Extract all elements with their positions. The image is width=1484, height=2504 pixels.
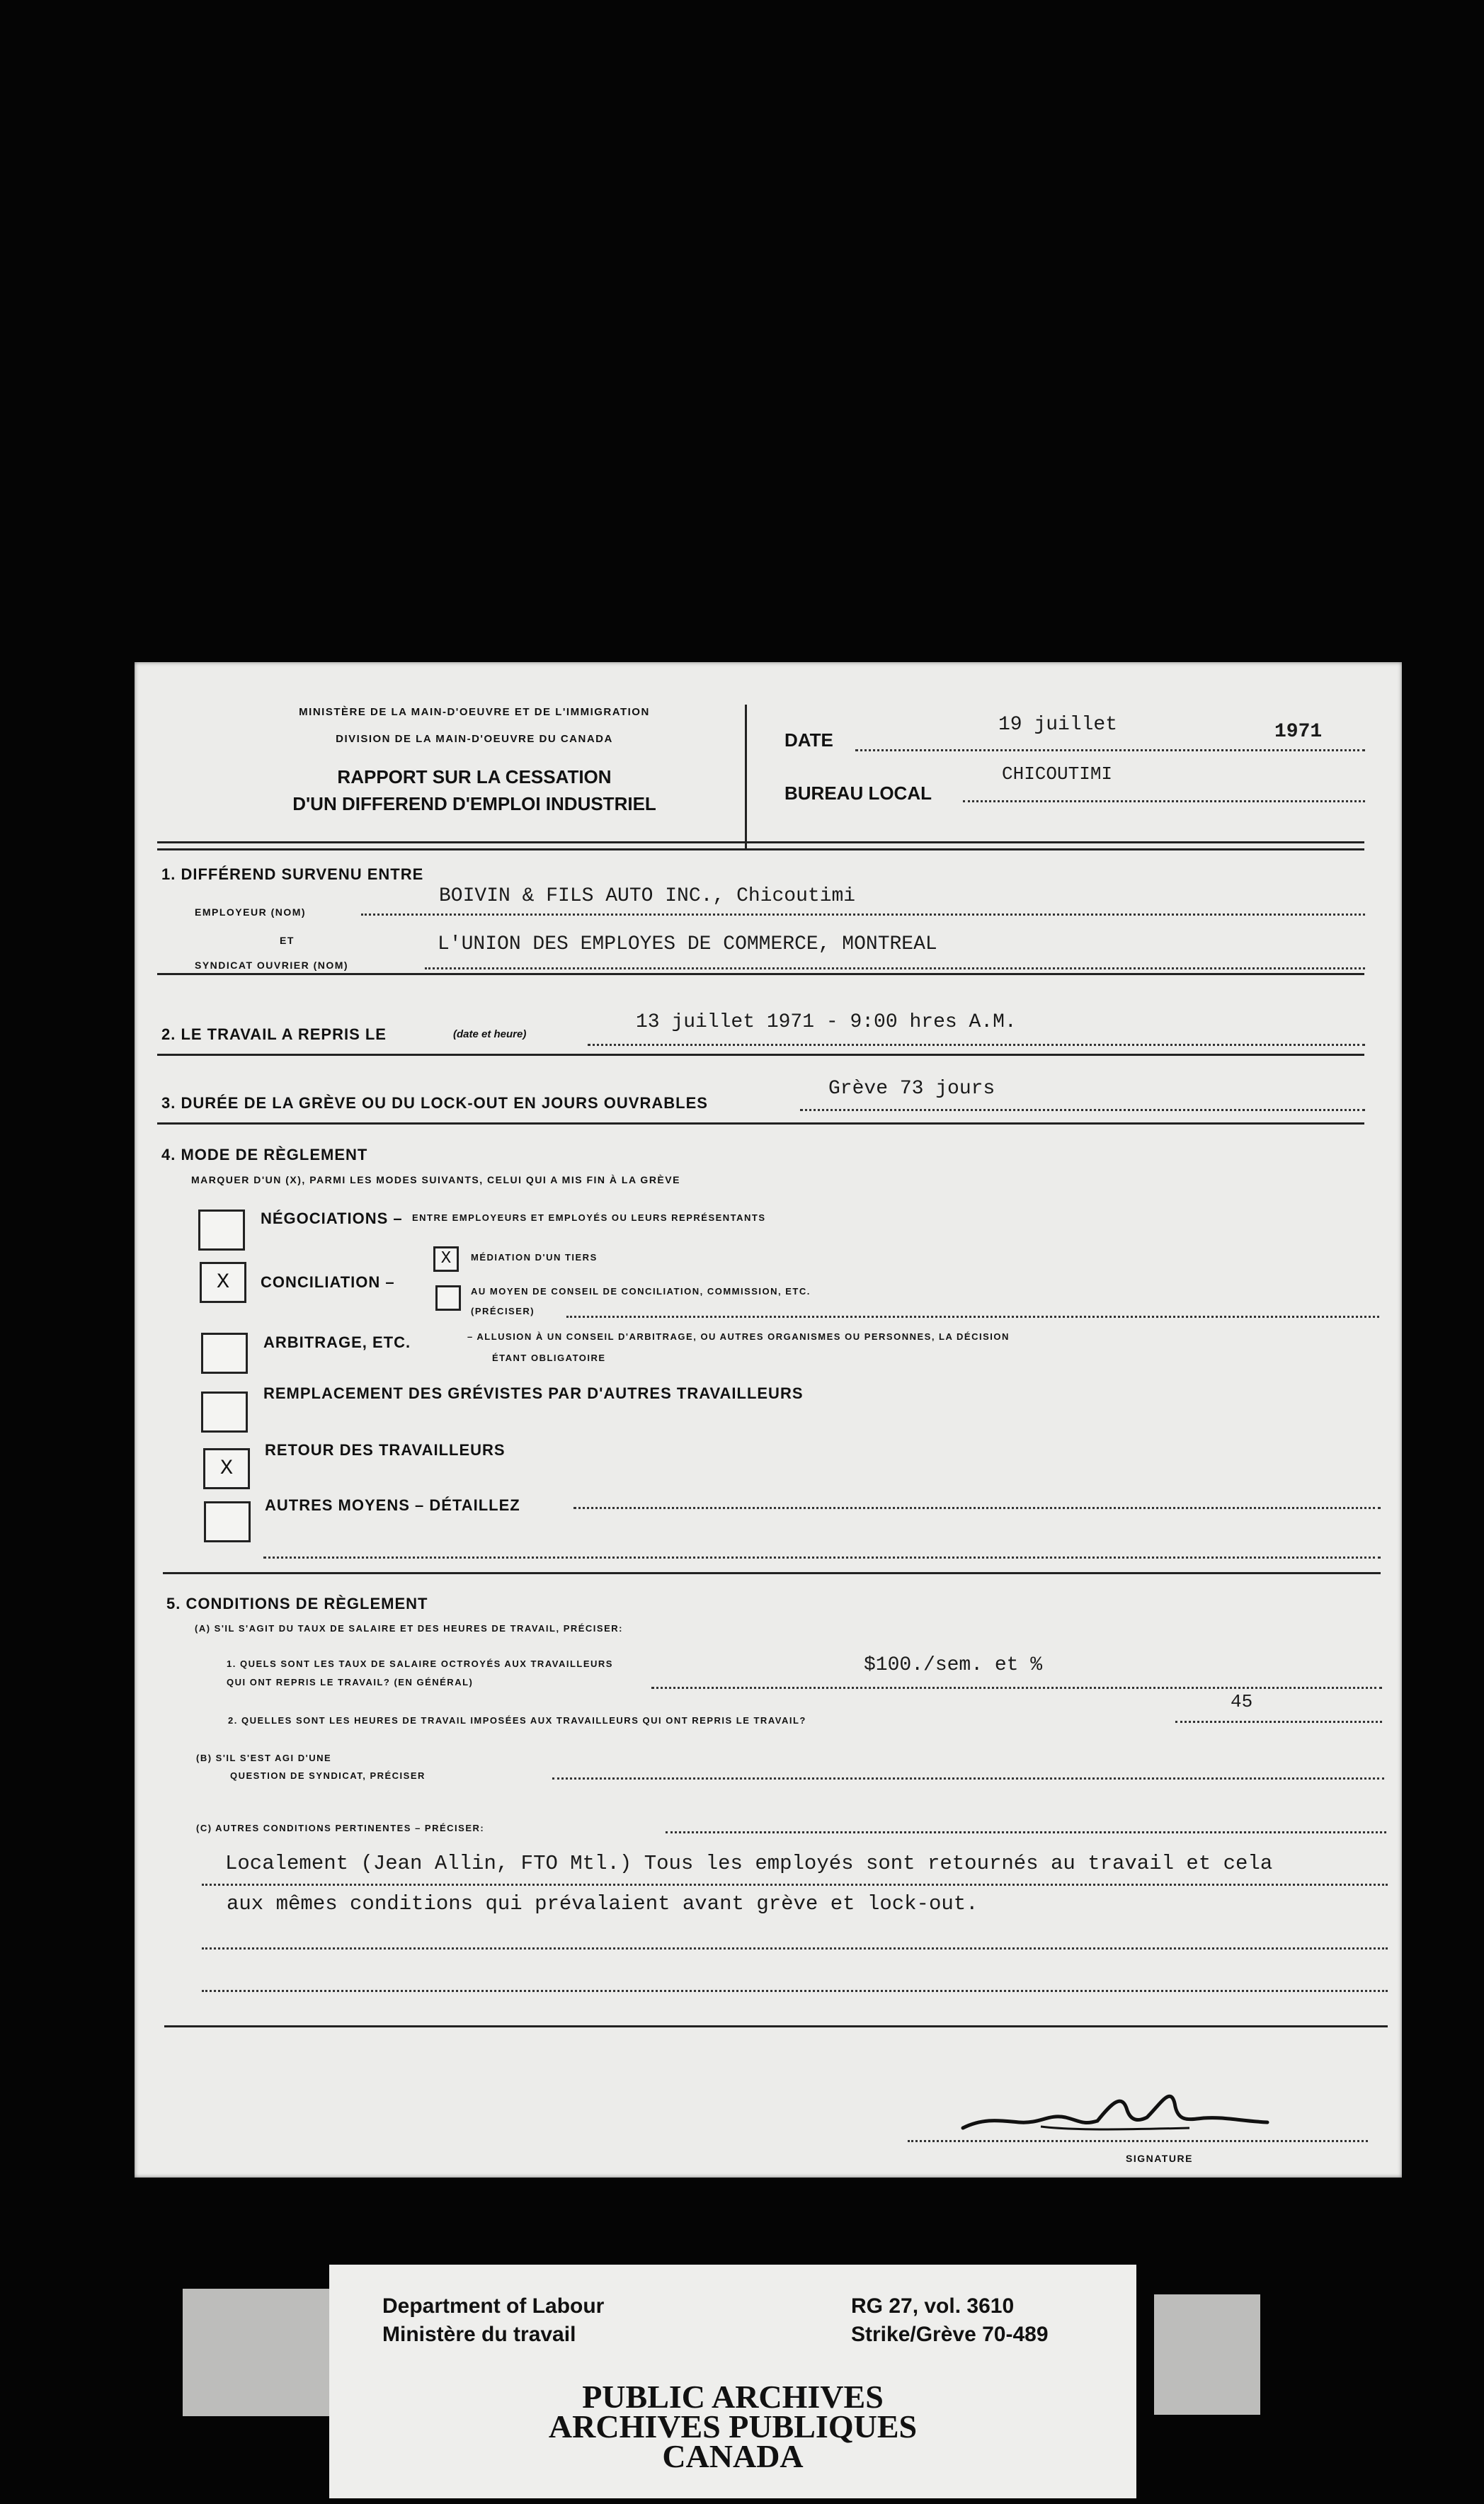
section1-rule — [157, 973, 1364, 975]
archive-tab-right — [1154, 2294, 1260, 2415]
preciser-label: (PRÉCISER) — [471, 1306, 535, 1316]
bureau-field-line — [963, 785, 1365, 802]
section3-label: 3. DURÉE DE LA GRÈVE OU DU LOCK-OUT EN JOURS OUVRABLES — [161, 1094, 708, 1112]
section2-value: 13 juillet 1971 - 9:00 hres A.M. — [636, 1011, 1017, 1033]
arbitrage-checkbox[interactable] — [201, 1333, 248, 1374]
c-field-line-3 — [202, 1976, 1388, 1992]
negociations-label: NÉGOCIATIONS – — [261, 1210, 403, 1227]
c-field-line-0 — [666, 1817, 1386, 1833]
arbitrage-label: ARBITRAGE, ETC. — [263, 1333, 411, 1351]
negociations-checkbox[interactable] — [198, 1210, 245, 1251]
arbitrage-desc-2: ÉTANT OBLIGATOIRE — [492, 1353, 606, 1363]
b-line-2: QUESTION DE SYNDICAT, PRÉCISER — [230, 1770, 426, 1781]
union-value: L'UNION DES EMPLOYES DE COMMERCE, MONTREAL — [438, 933, 937, 955]
autres-field-line-2 — [263, 1542, 1381, 1559]
ministry-line: MINISTÈRE DE LA MAIN-D'OEUVRE ET DE L'IMMIGRATION — [299, 706, 650, 718]
autres-field-line-1 — [573, 1493, 1381, 1509]
header-rule-2 — [157, 848, 1364, 850]
q2-field-line — [1175, 1707, 1382, 1723]
section2-rule — [157, 1054, 1364, 1056]
et-label: ET — [280, 935, 295, 946]
section4-title: 4. MODE DE RÈGLEMENT — [161, 1146, 368, 1163]
c-field-line-1 — [202, 1870, 1388, 1886]
conseil-checkbox[interactable] — [435, 1285, 461, 1311]
mediation-checkbox[interactable]: X — [433, 1246, 459, 1272]
section3-value: Grève 73 jours — [828, 1078, 995, 1100]
archive-stamp-1: PUBLIC ARCHIVES — [582, 2379, 884, 2415]
bureau-value: CHICOUTIMI — [1002, 763, 1113, 785]
archive-ref-2: Strike/Grève 70-489 — [851, 2323, 1049, 2346]
arbitrage-desc-1: – ALLUSION À UN CONSEIL D'ARBITRAGE, OU AUTRES ORGANISMES OU PERSONNES, LA DÉCISION — [467, 1331, 1010, 1342]
report-title-2: D'UN DIFFEREND D'EMPLOI INDUSTRIEL — [292, 793, 656, 814]
conseil-label: AU MOYEN DE CONSEIL DE CONCILIATION, COMMISSION, ETC. — [471, 1286, 811, 1297]
section1-title: 1. DIFFÉREND SURVENU ENTRE — [161, 865, 424, 883]
archive-tab-left — [183, 2289, 331, 2416]
q2-value: 45 — [1231, 1691, 1253, 1712]
retour-checkbox[interactable]: X — [203, 1448, 250, 1489]
q1-line-1: 1. QUELS SONT LES TAUX DE SALAIRE OCTROYÉS AUX TRAVAILLEURS — [227, 1658, 613, 1669]
conseil-field-line — [566, 1302, 1379, 1318]
employer-label: EMPLOYEUR (NOM) — [195, 906, 307, 918]
b-field-line — [552, 1763, 1384, 1780]
negociations-desc: ENTRE EMPLOYEURS ET EMPLOYÉS OU LEURS REPRÉSENTANTS — [412, 1212, 766, 1223]
conciliation-label: CONCILIATION – — [261, 1273, 395, 1291]
section3-rule — [157, 1122, 1364, 1125]
section5-rule — [164, 2025, 1388, 2027]
q1-value: $100./sem. et % — [864, 1654, 1043, 1676]
section5-a-label: (A) S'IL S'AGIT DU TAUX DE SALAIRE ET DES HEURES DE TRAVAIL, PRÉCISER: — [195, 1623, 623, 1634]
remplacement-label: REMPLACEMENT DES GRÉVISTES PAR D'AUTRES TRAVAILLEURS — [263, 1384, 804, 1402]
section2-label: 2. LE TRAVAIL A REPRIS LE — [161, 1025, 387, 1043]
signature-label: SIGNATURE — [1126, 2153, 1193, 2164]
signature-line — [908, 2126, 1368, 2142]
date-value: 19 juillet — [998, 714, 1118, 736]
union-label: SYNDICAT OUVRIER (NOM) — [195, 960, 349, 971]
date-label: DATE — [784, 729, 833, 751]
header-divider — [745, 705, 747, 850]
division-line: DIVISION DE LA MAIN-D'OEUVRE DU CANADA — [336, 733, 613, 745]
bureau-label: BUREAU LOCAL — [784, 782, 932, 804]
b-line-1: (B) S'IL S'EST AGI D'UNE — [196, 1753, 332, 1763]
section4-instruction: MARQUER D'UN (X), PARMI LES MODES SUIVANTS, CELUI QUI A MIS FIN À LA GRÈVE — [191, 1174, 680, 1185]
section5-title: 5. CONDITIONS DE RÈGLEMENT — [166, 1595, 428, 1612]
dept-en: Department of Labour — [382, 2294, 605, 2318]
c-field-line-2 — [202, 1933, 1388, 1950]
c-text-line-1: Localement (Jean Allin, FTO Mtl.) Tous les employés sont retournés au travail et cela — [225, 1852, 1273, 1875]
autres-checkbox[interactable] — [204, 1501, 251, 1542]
employer-value: BOIVIN & FILS AUTO INC., Chicoutimi — [439, 885, 856, 907]
date-year: 1971 — [1274, 721, 1323, 743]
q2-label: 2. QUELLES SONT LES HEURES DE TRAVAIL IMPOSÉES AUX TRAVAILLEURS QUI ONT REPRIS LE TRAVAIL? — [228, 1715, 806, 1726]
c-label: (C) AUTRES CONDITIONS PERTINENTES – PRÉCISER: — [196, 1823, 485, 1833]
report-title-1: RAPPORT SUR LA CESSATION — [337, 766, 612, 787]
c-text-line-2: aux mêmes conditions qui prévalaient avant grève et lock-out. — [227, 1892, 978, 1916]
autres-label: AUTRES MOYENS – DÉTAILLEZ — [265, 1496, 520, 1514]
archive-stamp-2: ARCHIVES PUBLIQUES — [548, 2408, 918, 2445]
conciliation-checkbox[interactable]: X — [200, 1262, 246, 1303]
section4-rule — [163, 1572, 1381, 1574]
retour-label: RETOUR DES TRAVAILLEURS — [265, 1441, 506, 1459]
section2-note: (date et heure) — [453, 1028, 527, 1040]
archive-stamp-3: CANADA — [662, 2438, 804, 2474]
dept-fr: Ministère du travail — [382, 2323, 576, 2346]
mediation-label: MÉDIATION D'UN TIERS — [471, 1252, 598, 1263]
remplacement-checkbox[interactable] — [201, 1392, 248, 1433]
archive-ref-1: RG 27, vol. 3610 — [851, 2294, 1015, 2318]
header-rule-1 — [157, 841, 1364, 843]
q1-line-2: QUI ONT REPRIS LE TRAVAIL? (EN GÉNÉRAL) — [227, 1677, 474, 1688]
